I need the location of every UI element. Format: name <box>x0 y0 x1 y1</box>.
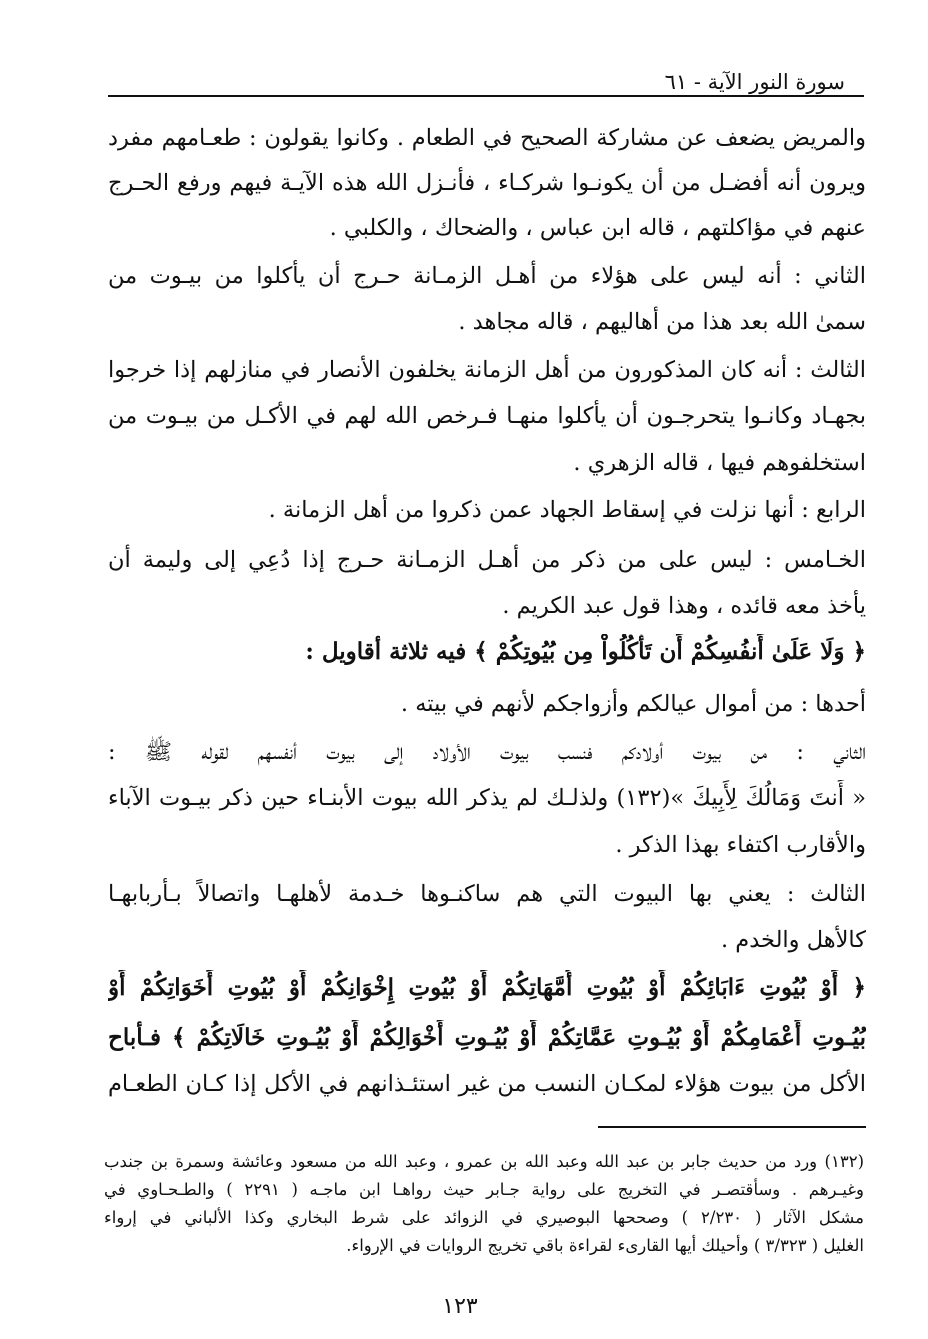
body-line-6: الثالث : أنه كان المذكورون من أهل الزمانة يخلفون الأنصار في منازلهم إذا خرجوا <box>108 357 866 383</box>
footnote-line-1: (١٣٢) ورد من حديث جابر بن عبد الله وعبد الله بن عمرو ، وعبد الله من مسعود وعائشة وسمرة بن جندب <box>104 1152 864 1171</box>
body-line-5: سمىٰ الله بعد هذا من أهاليهم ، قاله مجاهد . <box>458 309 866 335</box>
body-line-2: ويرون أنه أفضـل من أن يكونـوا شركـاء ، فأنـزل الله هذه الآيـة فيهم ورفع الحـرج <box>108 170 866 196</box>
body-line-4: الثاني : أنه ليس على هؤلاء من أهـل الزمـانة حـرج أن يأكلوا من بيـوت من <box>108 263 866 289</box>
body-line-9: الرابع : أنها نزلت في إسقاط الجهاد عمن ذكروا من أهل الزمانة . <box>268 497 866 523</box>
body-line-8: استخلفوهم فيها ، قاله الزهري . <box>573 450 866 476</box>
footnote-line-3: مشكل الآثار ( ٢/٢٣٠ ) وصححها البوصيري في الزوائد على شرط البخاري وكذا الألباني في إرواء <box>104 1208 864 1227</box>
body-line-21: الأكل من بيوت هؤلاء لمكـان النسب من غير استئـذانهم في الأكل إذا كـان الطعـام <box>108 1071 866 1097</box>
body-line-13: أحدها : من أموال عيالكم وأزواجكم لأنهم في بيته . <box>400 691 866 717</box>
body-line-1: والمريض يضعف عن مشاركة الصحيح في الطعام . وكانوا يقولون : طعـامهم مفرد <box>108 125 866 151</box>
footnote-line-4: الغليل ( ٣/٣٢٣ ) وأحيلك أيها القارىء لقراءة باقي تخريج الروايات في الإرواء. <box>346 1236 864 1255</box>
footnote-rule <box>598 1126 866 1128</box>
quran-verse-line-1: ﴿ وَلَا عَلَىٰ أَنفُسِكُمْ أَن تَأْكُلُواْ مِن بُيُوتِكُمْ ﴾ فيه ثلاثة أقاويل : <box>305 638 866 665</box>
body-line-15: « أَنتَ وَمَالُكَ لِأَبِيكَ »(١٣٢) ولذلـك لم يذكر الله بيوت الأبنـاء حين ذكر بيـوت الآباء <box>108 785 866 811</box>
quran-verse-line-3: بُيُـوتِ أَعْمَامِكُمْ أَوْ بُيُـوتِ عَمَّاتِكُمْ أَوْ بُيُـوتِ أَخْوَالِكُمْ أَوْ بُيُـوتِ خَالَاتِكُمْ ﴾ فـأباح <box>108 1024 866 1051</box>
body-line-11: يأخذ معه قائده ، وهذا قول عبد الكريم . <box>502 593 866 619</box>
body-line-3: عنهم في مؤاكلتهم ، قاله ابن عباس ، والضحاك ، والكلبي . <box>329 215 866 241</box>
header-rule <box>108 95 864 97</box>
body-line-10: الخـامس : ليس على من ذكر من أهـل الزمـانة حـرج إذا دُعِي إلى وليمة أن <box>108 547 866 573</box>
body-line-17: الثالث : يعني بها البيوت التي هم ساكنـوها خـدمة لأهلهـا واتصالاً بـأربابهـا <box>108 881 866 907</box>
body-line-14: الثاني : من بيوت أولادكم فنسب بيوت الأولاد إلى بيوت أنفسهم لقوله ﷺ : <box>108 739 866 765</box>
page-number: ١٢٣ <box>442 1294 478 1319</box>
body-line-16: والأقارب اكتفاء بهذا الذكر . <box>615 832 866 858</box>
running-header-title: سورة النور الآية - ٦١ <box>664 70 845 94</box>
footnote-line-2: وغيـرهم . وسأقتصـر في التخريج على رواية جـابر حيث رواهـا ابن ماجـه ( ٢٢٩١ ) والطـحـاوي في <box>104 1180 864 1199</box>
body-line-7: بجهـاد وكانـوا يتحرجـون أن يأكلوا منهـا فـرخص الله لهم في الأكـل من بيـوت من <box>108 403 866 429</box>
quran-verse-line-2: ﴿ أَوْ بُيُوتِ ءَابَائِكُمْ أَوْ بُيُوتِ أُمَّهَاتِكُمْ أَوْ بُيُوتِ إِخْوَانِكُمْ أَوْ بُيُوتِ أَخَوَاتِكُمْ أَوْ <box>108 974 866 1001</box>
body-line-18: كالأهل والخدم . <box>721 927 866 953</box>
